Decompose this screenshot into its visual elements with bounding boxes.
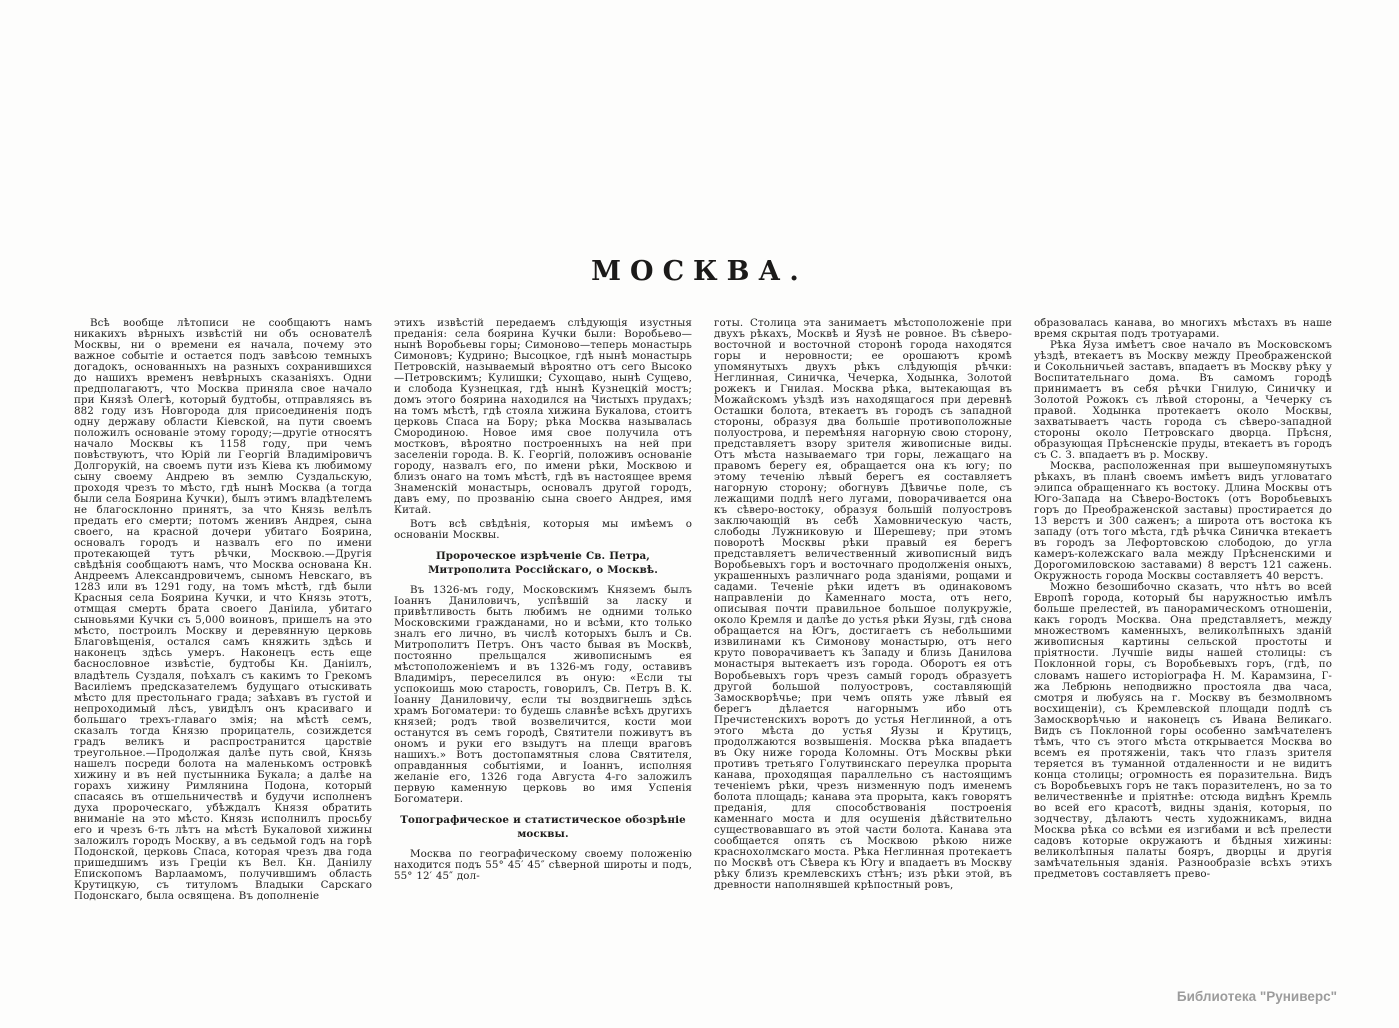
paragraph-yauza: Рѣка Яуза имѣетъ свое начало въ Московскомъ уѣздѣ, втекаетъ въ Москву между Преображенской и Сокольничьей заставъ, впадаетъ въ Москву рѣку у Воспитательнаго дома. Въ самомъ городѣ принимаетъ въ себя рѣчки Гнилую, Синичку и Золотой Рожокъ съ лѣвой стороны, а Чечерку съ правой. Ходынка протекаетъ около Москвы, захватываетъ часть города съ сѣверо-западной стороны около Петровскаго дворца. Прѣсня, образующая Прѣсненскіе пруды, втекаетъ въ городъ съ С. З. впадаетъ въ р. Москву. — [1034, 339, 1332, 462]
library-watermark: Библиотека "Руниверс" — [1176, 989, 1337, 1004]
paragraph-canal-continued: образовалась канава, во многихъ мѣстахъ въ наше время скрытая подъ тротуарами. — [1034, 318, 1332, 341]
paragraph-legends-continued: этихъ извѣстій передаемъ слѣдующія изустныя преданія: села боярина Кучки были: Воробьево—нынѣ Воробьевы горы; Симоново—теперь монастырь Симоновъ; Кудрино; Высоцкое, гдѣ нынѣ монастырь Петровскій, называемый вѣроятно отъ сего Высоко—Петровскимъ; Кулишки; Сухощаво, нынѣ Сущево, и слобода Кузнецкая, гдѣ нынѣ Кузнецкій мостъ; домъ этого боярина находился на Чистыхъ прудахъ; на томъ мѣстѣ, гдѣ стояла хижина Букалова, стоитъ церковь Спаса на Бору; рѣка Москва называлась Смородиною. Новое имя свое получила отъ мостковъ, вѣроятно построенныхъ на ней при заселеніи города. В. К. Георгій, положивъ основаніе городу, назвалъ его, по имени рѣки, Москвою и близъ онаго на томъ мѣстѣ, гдѣ въ настоящее время Знаменскій монастырь, основалъ другой городъ, давъ ему, по прозванію сына своего Андрея, имя Китай. — [394, 318, 692, 517]
paragraph-rivers-continued: готы. Столица эта занимаетъ мѣстоположеніе при двухъ рѣкахъ, Москвѣ и Яузѣ не ровное. Въ сѣверо-восточной и восточной сторонѣ города находятся горы и неровности; ее орошаютъ кромѣ упомянутыхъ двухъ рѣкъ слѣдующія рѣчки: Неглинная, Синичка, Чечерка, Ходынка, Золотой рожекъ и Гнилая. Москва рѣка, вытекающая въ Можайскомъ уѣздѣ изъ находящагося при деревнѣ Осташки болота, втекаетъ въ городъ съ западной стороны, образуя два большіе противоположные полуострова, и перемѣняя нагорную свою сторону, представляетъ взору зрителя живописные виды. Отъ мѣста называемаго три горы, лежащаго на правомъ берегу ея, обращается она къ югу; по этому теченію лѣвый берегъ ея составляетъ нагорную сторону; обогнувъ Дѣвичье поле, съ лежащими подлѣ него лугами, поворачивается она къ сѣверо-востоку, образуя большій полуостровъ заключающій въ себѣ Хамовническую часть, слободы Лужниковую и Шерешеву; при этомъ поворотѣ Москвы рѣки правый ея берегъ представляетъ величественный живописный видъ Воробьевыхъ горъ и восточнаго продолженія оныхъ, украшенныхъ различнаго рода зданіями, рощами и садами. Теченіе рѣки идетъ въ одинаковомъ направленіи до Каменнаго моста, отъ него, описывая почти правильное большое полукружіе, около Кремля и далѣе до устья рѣки Яузы, гдѣ снова обращается на Югъ, достигаетъ съ небольшими извилинами къ Симонову монастырю, отъ него круто поворачиваетъ къ Западу и близь Данилова монастыря вытекаетъ изъ города. Оборотъ ея отъ Воробьевыхъ горъ чрезъ самый городъ образуетъ другой большой полуостровъ, составляющій Замоскворѣчье; при чемъ опять уже лѣвый ея берегъ дѣлается нагорнымъ ибо отъ Пречистенскихъ воротъ до устья Неглинной, а отъ этого мѣста до устья Яузы и Крутицъ, продолжаются возвышенія. Москва рѣка впадаетъ въ Оку ниже города Коломны. Отъ Москвы рѣки противъ третьяго Голутвинскаго переулка прорыта канава, проходящая параллельно съ настоящимъ теченіемъ рѣки, чрезъ низменную подъ именемъ болота площадь; канава эта прорыта, какъ говорятъ преданія, для способствованія построенія каменнаго моста и для осушенія дѣйствительно существовавшаго въ этой части болота. Канава эта сообщается опять съ Москвою рѣкою ниже краснохолмскаго моста. Рѣка Неглинная протекаетъ по Москвѣ отъ Сѣвера къ Югу и впадаетъ въ Москву рѣку близъ кремлевскихъ стѣнъ; изъ рѣки этой, въ древности наполнявшей крѣпостный ровъ, — [714, 318, 1012, 891]
paragraph-coordinates: Москва по географическому своему положенію находится подъ 55° 45′ 45″ сѣверной широты и подъ, 55° 12′ 45″ дол- — [394, 848, 692, 883]
paragraph-origins: Всѣ вообще лѣтописи не сообщаютъ намъ никакихъ вѣрныхъ извѣстій ни объ основателѣ Москвы, ни о времени ея начала, почему это важное событіе и остается подъ завѣсою темныхъ догадокъ, основанныхъ на разныхъ сохранившихся до нашихъ временъ невѣрныхъ сказаніяхъ. Одни предполагаютъ, что Москва приняла свое начало при Князѣ Олегѣ, который будтобы, отправляясь въ 882 году изъ Новгорода для присоединенія подъ одну державу области Кіевской, на пути своемъ положилъ основаніе этому городу;—другіе относятъ начало Москвы къ 1158 году, при чемъ повѣствуютъ, что Юрій ли Георгій Владиміровичъ Долгорукій, на своемъ пути изъ Кіева къ любимому сыну своему Андрею въ землю Суздальскую, проходя чрезъ то мѣсто, гдѣ нынѣ Москва (а тогда были села Боярина Кучки), былъ этимъ владѣтелемъ не благосклонно принятъ, за что Князь велѣлъ предать его смерти; потомъ женивъ Андрея, сына своего, на красной дочери убитаго Боярина, основалъ городъ и назвалъ его по имени протекающей тутъ рѣчки, Москвою.—Другія свѣдѣнія сообщаютъ намъ, что Москва основана Кн. Андреемъ Александровичемъ, сыномъ Невскаго, въ 1283 или въ 1291 году, на томъ мѣстѣ, гдѣ были Красныя села Боярина Кучки, и что Князь этотъ, отмщая смерть брата своего Даніила, убитаго сыновьями Кучки съ 5,000 воиновъ, пришелъ на это мѣсто, построилъ Москву и деревянную церковь Благовѣщенія, остался самъ княжить здѣсь и наконецъ здѣсь умеръ. Наконецъ есть еще баснословное извѣстіе, будтобы Кн. Даніилъ, владѣтель Суздаля, поѣхалъ съ какимъ то Грекомъ Василіемъ предсказателемъ будущаго отыскивать мѣсто для престольнаго града; заѣхавъ въ густой и непроходимый лѣсъ, увидѣлъ онъ красиваго и большаго трехъ-главаго змія; на мѣстѣ семъ, сказалъ тогда Князю прорицатель, созиждется градъ великъ и распространится царствіе треугольное.—Продолжая далѣе путь свой, Князь нашелъ посреди болота на маленькомъ островкѣ хижину и въ ней пустынника Букала; а далѣе на горахъ хижину Римлянина Подона, который спасаясь въ отшельничествѣ и будучи исполненъ духа пророческаго, убѣждалъ Князя обратить вниманіе на это мѣсто. Князь исполнилъ просьбу его и чрезъ 6-ть лѣтъ на мѣстѣ Букаловой хижины заложилъ городъ Москву, а въ седьмой годъ на горѣ Подонской, церковь Спаса, которая чрезъ два года пришедшимъ изъ Греціи къ Вел. Кн. Даніилу Епископомъ Варлаамомъ, получившимъ область Крутицкую, съ титуломъ Владыки Сарскаго Подонскаго, была освящена. Въ дополненіе — [74, 318, 372, 902]
paragraph-dimensions: Москва, расположенная при вышеупомянутыхъ рѣкахъ, въ планѣ своемъ имѣетъ видъ угловатаго элипса обращеннаго къ востоку. Длина Москвы отъ Юго-Запада на Сѣверо-Востокъ (отъ Воробьевыхъ горъ до Преображенской заставы) простирается до 13 верстъ и 300 саженъ; а широта отъ востока къ западу (отъ того мѣста, гдѣ рѣчка Синичка втекаетъ въ городъ за Лефортовскою слободою, до угла камеръ-колежскаго вала между Прѣсненскими и Дорогомиловскою заставами) 8 верстъ 121 сажень. Окружность города Москвы составляетъ 40 верстъ. — [1034, 460, 1332, 583]
article-column-1 — [74, 318, 372, 918]
article-body — [74, 318, 1332, 918]
paragraph-summary: Вотъ всѣ свѣдѣнія, которыя мы имѣемъ о основаніи Москвы. — [394, 518, 692, 542]
paragraph-panorama: Можно безошибочно сказать, что нѣтъ во всей Европѣ города, который бы наружностью имѣлъ больше прелестей, въ панорамическомъ отношеніи, какъ городъ Москва. Она представляетъ, между множествомъ каменныхъ, великолѣпныхъ зданій живописныя картины сельской простоты и пріятности. Лучшіе виды нашей столицы: съ Поклонной горы, съ Воробьевыхъ горъ, (гдѣ, по словамъ нашего исторіографа Н. М. Карамзина, Г-жа Лебрюнь неподвижно простояла два часа, смотря и любуясь на г. Москву въ безмолвномъ восхищеніи), съ Кремлевской площади подлѣ съ Замоскворѣчью и наконецъ съ Ивана Великаго. Видъ съ Поклонной горы особенно замѣчателенъ тѣмъ, что съ этого мѣста открывается Москва во всемъ ея протяженіи, такъ что глазъ зрителя теряется въ туманной отдаленности и не видитъ конца столицы; огромность ея поразительна. Видъ съ Воробьевыхъ горъ не такъ поразителенъ, но за то величественнѣе и пріятнѣе: отсюда видѣнъ Кремль во всей его красотѣ, видны зданія, которыя, по зодчеству, дѣлаютъ честь художникамъ, видна Москва рѣка со всѣми ея изгибами и всѣ прелести садовъ которые окружаютъ и бѣдныя хижины: великолѣпныя палаты бояръ, дворцы и другія замѣчательныя зданія. Разнообразіе всѣхъ этихъ предметовъ составляетъ прево- — [1034, 581, 1332, 880]
section-heading-prophecy: Пророческое изрѣченіе Св. Петра, Митрополита Россійскаго, о Москвѣ. — [428, 550, 658, 576]
section-heading-topography: Топографическое и статистическое обозрѣніе москвы. — [400, 814, 686, 840]
article-column-2 — [394, 318, 692, 918]
paragraph-prophecy: Въ 1326-мъ году, Московскимъ Княземъ былъ Іоаннъ Даниловичъ, успѣвшій за ласку и привѣтливость быть любимъ не одними только Московскими гражданами, но и всѣми, кто только зналъ его лично, въ числѣ которыхъ былъ и Св. Митрополитъ Петръ. Онъ часто бывая въ Москвѣ, постоянно прельщался живописнымъ ея мѣстоположеніемъ и въ 1326-мъ году, оставивъ Владиміръ, переселился въ оную: «Если ты успокоишь мою старость, говорилъ, Св. Петръ В. К. Іоанну Даниловичу, если ты воздвигнешь здѣсь храмъ Богоматери: то будешь славнѣе всѣхъ другихъ князей; родъ твой возвеличится, кости мои останутся въ семъ городѣ, Святители поживутъ въ ономъ и руки его взыдутъ на плещи враговъ нашихъ.» Вотъ достопамятныя слова Святителя, оправданныя событіями, и Іоаннъ, исполняя желаніе его, 1326 года Августа 4-го заложилъ первую каменную церковь во имя Успенія Богоматери. — [394, 584, 692, 806]
page-title: МОСКВА. — [591, 256, 808, 287]
article-column-3 — [714, 318, 1012, 918]
article-column-4 — [1034, 318, 1332, 918]
